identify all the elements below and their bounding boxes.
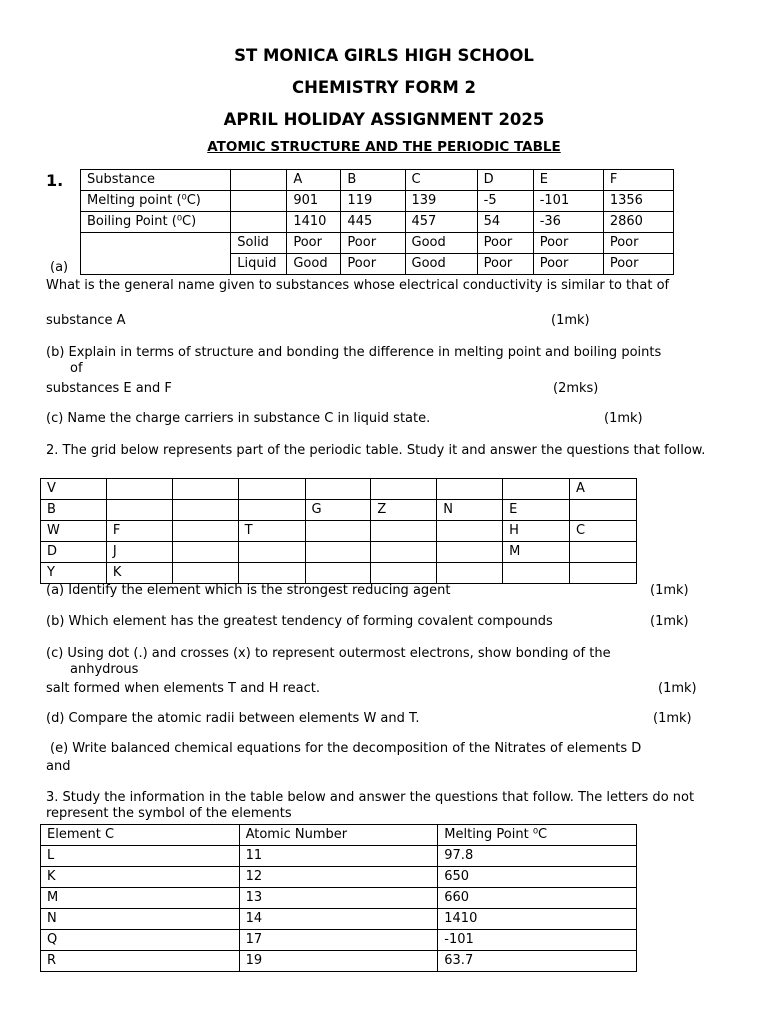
table-cell: 139: [405, 191, 477, 212]
table-cell: 1410: [287, 212, 341, 233]
grid-cell: A: [570, 479, 637, 500]
table-cell: A: [287, 170, 341, 191]
table-cell: -5: [477, 191, 533, 212]
grid-cell: F: [106, 521, 172, 542]
question-2c-text: (c) Using dot (.) and crosses (x) to represent outermost electrons, show bonding of the: [46, 646, 611, 661]
table-header: Atomic Number: [239, 825, 438, 846]
table-cell: Melting point (⁰C): [81, 191, 231, 212]
table-cell: -101: [533, 191, 603, 212]
table-cell: Good: [287, 254, 341, 275]
table-cell: 1356: [603, 191, 673, 212]
question-1b-text: (b) Explain in terms of structure and bonding the difference in melting point and boiling points: [46, 345, 662, 360]
table-cell: [231, 191, 287, 212]
table-row: [81, 170, 674, 191]
grid-cell: C: [570, 521, 637, 542]
grid-cell: [106, 500, 172, 521]
grid-row: [41, 521, 637, 542]
table-cell: Substance: [81, 170, 231, 191]
question-1c-marks: (1mk): [604, 411, 643, 426]
table-cell: Good: [405, 254, 477, 275]
topic-title: ATOMIC STRUCTURE AND THE PERIODIC TABLE: [207, 139, 561, 155]
question-2b-text: (b) Which element has the greatest tendency of forming covalent compounds: [46, 614, 553, 629]
question-2e-text-cont: and: [46, 759, 71, 774]
grid-cell: Y: [41, 563, 107, 584]
question-1c-text: (c) Name the charge carriers in substance C in liquid state.: [46, 411, 431, 426]
question-1a-label: (a): [50, 260, 69, 275]
table-cell: 650: [438, 867, 637, 888]
table-cell: -101: [438, 930, 637, 951]
grid-cell: [238, 542, 305, 563]
table-cell: Good: [405, 233, 477, 254]
question-2c-marks: (1mk): [658, 681, 697, 696]
periodic-grid: [40, 478, 637, 584]
grid-cell: Z: [371, 500, 437, 521]
grid-cell: M: [503, 542, 570, 563]
grid-cell: N: [437, 500, 503, 521]
grid-cell: E: [503, 500, 570, 521]
grid-cell: [172, 479, 238, 500]
table-cell: E: [533, 170, 603, 191]
question-2d-marks: (1mk): [653, 711, 692, 726]
table-cell: [231, 170, 287, 191]
grid-row: [41, 479, 637, 500]
table-cell: 2860: [603, 212, 673, 233]
table-cell: Liquid: [231, 254, 287, 275]
table-cell: 12: [239, 867, 438, 888]
subject-title: CHEMISTRY FORM 2: [291, 78, 477, 97]
question-2a-text: (a) Identify the element which is the strongest reducing agent: [46, 583, 451, 598]
table-row: [81, 233, 674, 254]
grid-cell: [305, 563, 371, 584]
table-cell: Poor: [287, 233, 341, 254]
grid-row: [41, 500, 637, 521]
grid-cell: [172, 542, 238, 563]
grid-cell: D: [41, 542, 107, 563]
grid-cell: [238, 479, 305, 500]
table-cell: Q: [41, 930, 240, 951]
table-cell: Poor: [533, 233, 603, 254]
table-cell: M: [41, 888, 240, 909]
table-cell: 660: [438, 888, 637, 909]
table-cell: 14: [239, 909, 438, 930]
table-cell: R: [41, 951, 240, 972]
grid-cell: T: [238, 521, 305, 542]
table-cell: Boiling Point (⁰C): [81, 212, 231, 233]
table-row: [81, 212, 674, 233]
grid-cell: [570, 542, 637, 563]
table-cell: 54: [477, 212, 533, 233]
table-header: Melting Point ⁰C: [438, 825, 637, 846]
question-1b-text-wrap: of: [70, 361, 83, 376]
table-cell: N: [41, 909, 240, 930]
table-header-row: [41, 825, 637, 846]
grid-cell: [503, 563, 570, 584]
grid-cell: [437, 479, 503, 500]
question-3-intro: 3. Study the information in the table below and answer the questions that follow. The letters do not represent the symbol of the elements: [46, 790, 695, 821]
question-1a-text-cont: substance A: [46, 313, 126, 328]
table-cell: C: [405, 170, 477, 191]
grid-cell: V: [41, 479, 107, 500]
grid-cell: [172, 521, 238, 542]
grid-row: [41, 563, 637, 584]
table-cell: Poor: [477, 233, 533, 254]
grid-cell: [437, 542, 503, 563]
school-name: ST MONICA GIRLS HIGH SCHOOL: [234, 46, 534, 65]
table-cell: F: [603, 170, 673, 191]
table-cell: 19: [239, 951, 438, 972]
element-data-table: [40, 824, 637, 972]
table-header: Element C: [41, 825, 240, 846]
table-cell: Poor: [603, 254, 673, 275]
grid-cell: [570, 500, 637, 521]
grid-cell: [437, 563, 503, 584]
table-cell: Poor: [341, 233, 405, 254]
table-cell: Poor: [341, 254, 405, 275]
question-2d-text: (d) Compare the atomic radii between elements W and T.: [46, 711, 420, 726]
table-row: [81, 191, 674, 212]
grid-cell: [172, 500, 238, 521]
question-2b-marks: (1mk): [650, 614, 689, 629]
table-cell: [231, 212, 287, 233]
table-row: [41, 951, 637, 972]
table-cell: -36: [533, 212, 603, 233]
grid-cell: [371, 542, 437, 563]
grid-cell: [437, 521, 503, 542]
table-cell: L: [41, 846, 240, 867]
grid-cell: W: [41, 521, 107, 542]
table-cell: 97.8: [438, 846, 637, 867]
table-cell: Poor: [533, 254, 603, 275]
grid-cell: K: [106, 563, 172, 584]
grid-cell: [106, 479, 172, 500]
grid-cell: [371, 563, 437, 584]
grid-cell: [305, 479, 371, 500]
table-cell: 11: [239, 846, 438, 867]
grid-cell: [305, 521, 371, 542]
question-1-number: 1.: [46, 171, 64, 190]
grid-cell: J: [106, 542, 172, 563]
table-cell: 457: [405, 212, 477, 233]
question-1a-text: What is the general name given to substances whose electrical conductivity is similar to that of: [46, 278, 670, 293]
grid-cell: [238, 500, 305, 521]
table-cell: Solid: [231, 233, 287, 254]
table-row: [41, 888, 637, 909]
table-row: [41, 909, 637, 930]
grid-cell: [503, 479, 570, 500]
table-cell: 1410: [438, 909, 637, 930]
assignment-title: APRIL HOLIDAY ASSIGNMENT 2025: [223, 110, 545, 129]
grid-cell: [172, 563, 238, 584]
grid-cell: [371, 521, 437, 542]
table-cell: 17: [239, 930, 438, 951]
table-row: [41, 930, 637, 951]
grid-cell: H: [503, 521, 570, 542]
question-2c-text-wrap: anhydrous: [70, 662, 139, 677]
grid-cell: [305, 542, 371, 563]
table-cell: Poor: [477, 254, 533, 275]
table-cell: Poor: [603, 233, 673, 254]
question-1b-marks: (2mks): [553, 381, 599, 396]
grid-cell: [238, 563, 305, 584]
table-cell: 445: [341, 212, 405, 233]
grid-cell: [371, 479, 437, 500]
table-cell: K: [41, 867, 240, 888]
conductivity-label-cell: [81, 233, 231, 275]
table-row: [41, 867, 637, 888]
question-2c-text-cont: salt formed when elements T and H react.: [46, 681, 320, 696]
question-1a-marks: (1mk): [551, 313, 590, 328]
table-cell: 901: [287, 191, 341, 212]
grid-cell: [570, 563, 637, 584]
question-2a-marks: (1mk): [650, 583, 689, 598]
table-cell: 13: [239, 888, 438, 909]
table-cell: 63.7: [438, 951, 637, 972]
question-1b-text-cont: substances E and F: [46, 381, 172, 396]
table-cell: B: [341, 170, 405, 191]
question-2e-text: (e) Write balanced chemical equations for the decomposition of the Nitrates of elements D: [50, 741, 642, 756]
grid-cell: G: [305, 500, 371, 521]
grid-row: [41, 542, 637, 563]
grid-cell: B: [41, 500, 107, 521]
question-2-intro: 2. The grid below represents part of the periodic table. Study it and answer the questions that follow.: [46, 443, 706, 458]
table-row: [41, 846, 637, 867]
substance-properties-table: [80, 169, 674, 275]
table-cell: 119: [341, 191, 405, 212]
table-cell: D: [477, 170, 533, 191]
